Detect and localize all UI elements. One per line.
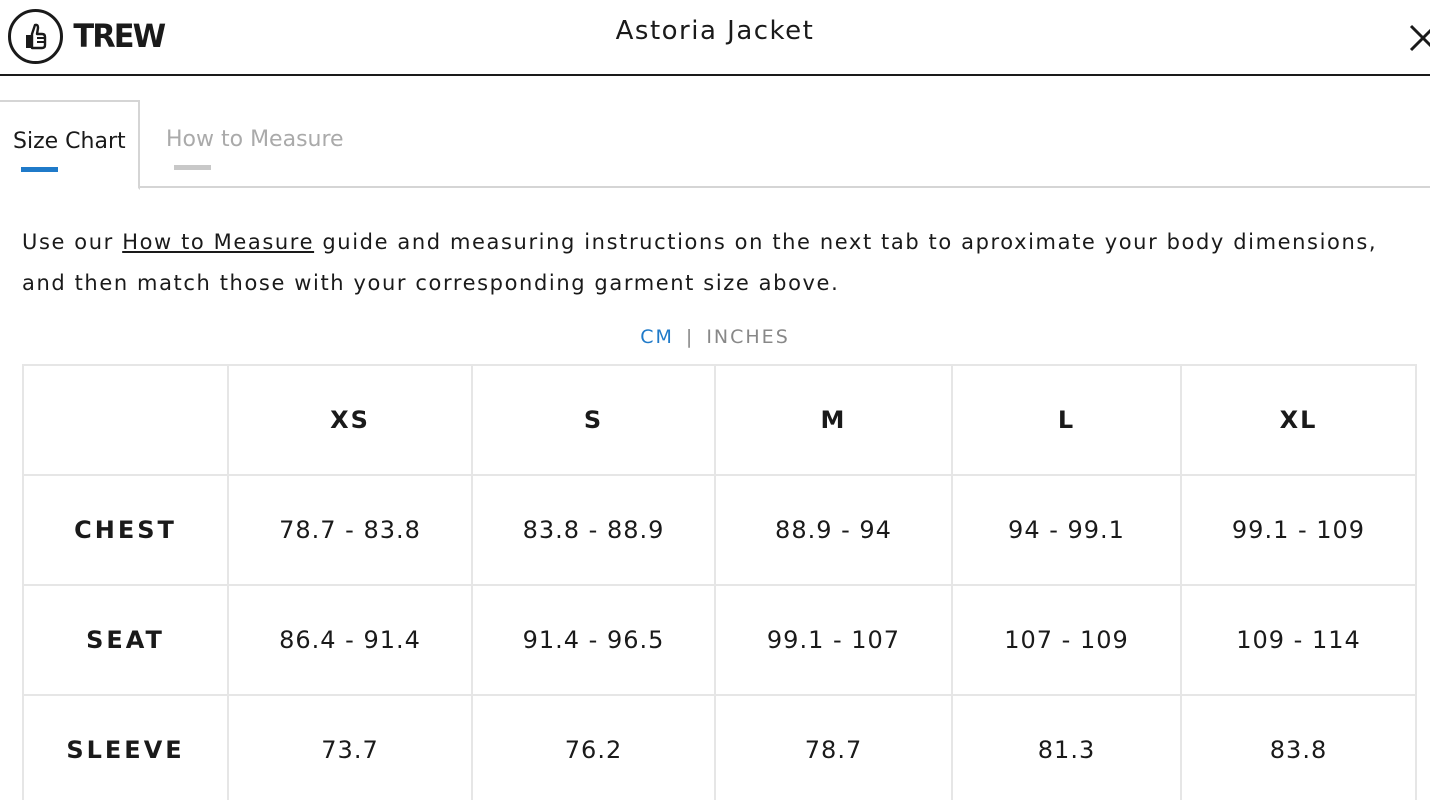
tab-how-to-measure[interactable] bbox=[166, 100, 346, 188]
tab-how-to-measure-label: How to Measure bbox=[166, 127, 344, 152]
table-cell: 88.9 - 94 bbox=[715, 475, 952, 585]
intro-prefix: Use our bbox=[22, 230, 123, 254]
row-label-chest: CHEST bbox=[23, 475, 228, 585]
header-cell-xs: XS bbox=[228, 365, 472, 475]
tab-bar bbox=[0, 100, 1430, 188]
table-cell: 81.3 bbox=[952, 695, 1181, 800]
unit-separator: | bbox=[685, 326, 695, 348]
tab-size-chart[interactable] bbox=[0, 100, 140, 190]
table-row bbox=[23, 585, 1416, 695]
header-cell-empty bbox=[23, 365, 228, 475]
size-chart-table bbox=[22, 364, 1417, 800]
intro-suffix: guide and measuring instructions on the next tab to aproximate your body dimensions, and then match those with your corresponding garment size above. bbox=[22, 230, 1378, 295]
header-cell-s: S bbox=[472, 365, 715, 475]
table-cell: 86.4 - 91.4 bbox=[228, 585, 472, 695]
table-cell: 83.8 bbox=[1181, 695, 1416, 800]
table-cell: 73.7 bbox=[228, 695, 472, 800]
table-row bbox=[23, 475, 1416, 585]
header-cell-xl: XL bbox=[1181, 365, 1416, 475]
modal-header bbox=[0, 0, 1430, 76]
logo-text: TREW bbox=[73, 17, 165, 55]
table-cell: 99.1 - 107 bbox=[715, 585, 952, 695]
table-cell: 83.8 - 88.9 bbox=[472, 475, 715, 585]
unit-cm-option[interactable]: CM bbox=[640, 326, 674, 348]
tab-active-indicator bbox=[21, 167, 58, 172]
table-cell: 91.4 - 96.5 bbox=[472, 585, 715, 695]
header-cell-l: L bbox=[952, 365, 1181, 475]
header-cell-m: M bbox=[715, 365, 952, 475]
table-cell: 76.2 bbox=[472, 695, 715, 800]
product-title: Astoria Jacket bbox=[615, 16, 815, 46]
table-cell: 78.7 bbox=[715, 695, 952, 800]
intro-text bbox=[22, 222, 1422, 304]
table-cell: 107 - 109 bbox=[952, 585, 1181, 695]
unit-inches-option[interactable]: INCHES bbox=[706, 326, 790, 348]
tab-inactive-indicator bbox=[174, 165, 211, 170]
table-header-row bbox=[23, 365, 1416, 475]
table-cell: 109 - 114 bbox=[1181, 585, 1416, 695]
table-cell: 94 - 99.1 bbox=[952, 475, 1181, 585]
row-label-seat: SEAT bbox=[23, 585, 228, 695]
table-cell: 78.7 - 83.8 bbox=[228, 475, 472, 585]
close-icon[interactable] bbox=[1405, 20, 1430, 56]
row-label-sleeve: SLEEVE bbox=[23, 695, 228, 800]
table-cell: 99.1 - 109 bbox=[1181, 475, 1416, 585]
tab-size-chart-label: Size Chart bbox=[13, 129, 126, 154]
unit-toggle bbox=[0, 326, 1430, 348]
how-to-measure-link[interactable]: How to Measure bbox=[122, 230, 315, 254]
table-row bbox=[23, 695, 1416, 800]
